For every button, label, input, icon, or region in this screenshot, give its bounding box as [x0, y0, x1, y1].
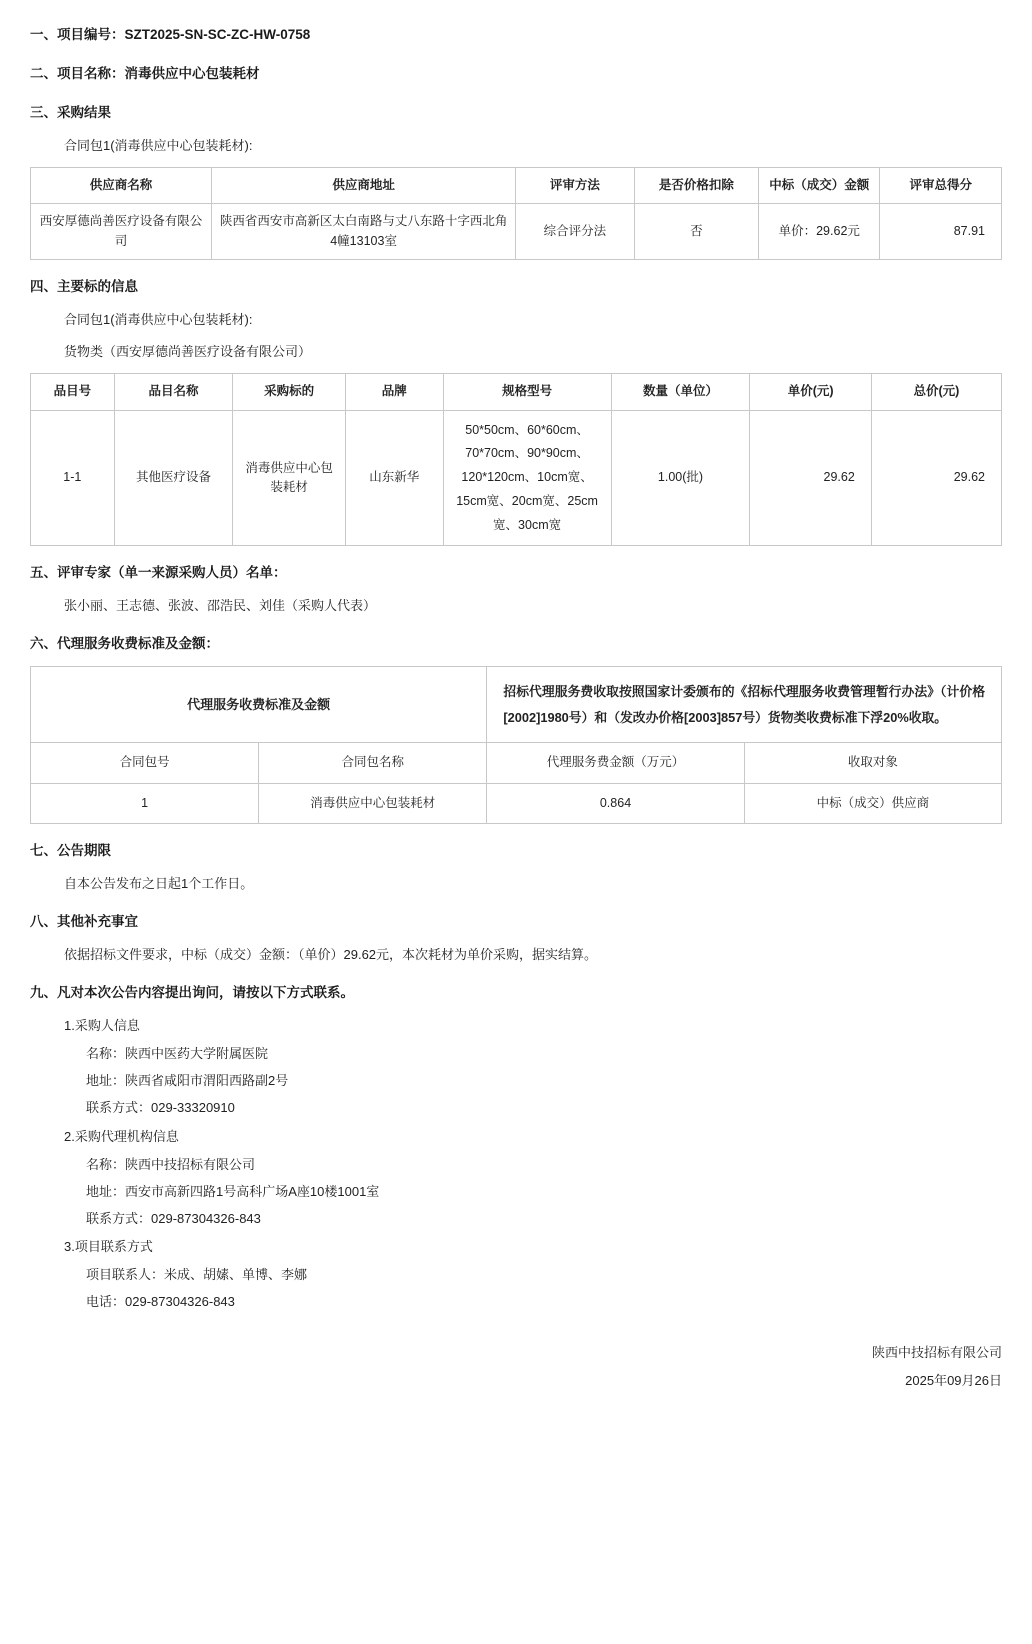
- col-quantity: 数量（单位）: [611, 374, 750, 410]
- purchaser-address-label: 地址：: [86, 1073, 126, 1089]
- project-person-value: 米成、胡嫊、单博、李娜: [164, 1267, 308, 1283]
- main-items-table: [30, 373, 1002, 546]
- footer-date: 2025年09月26日: [905, 1372, 1002, 1388]
- footer-company: 陕西中技招标有限公司: [871, 1345, 1002, 1361]
- col-package-name: 合同包名称: [259, 743, 487, 783]
- col-price-deduction: 是否价格扣除: [634, 167, 758, 203]
- purchaser-info-title: 1.采购人信息: [64, 1018, 140, 1034]
- items-category-label: 货物类（西安厚德尚善医疗设备有限公司）: [64, 344, 312, 360]
- section-project-number-label: 一、项目编号：: [30, 27, 125, 42]
- section-contact-heading: 九、凡对本次公告内容提出询问，请按以下方式联系。: [30, 985, 354, 1001]
- cell-fee-payer: 中标（成交）供应商: [744, 783, 1001, 823]
- project-number-value: SZT2025-SN-SC-ZC-HW-0758: [124, 27, 311, 42]
- project-person-label: 项目联系人：: [86, 1267, 165, 1283]
- col-package-no: 合同包号: [31, 743, 259, 783]
- cell-specification: 50*50cm、60*60cm、70*70cm、90*90cm、120*120cm、10cm宽、15cm宽、20cm宽、25cm宽、30cm宽: [443, 410, 611, 546]
- agency-tel-row: [86, 1208, 1002, 1230]
- section-project-name-label: 二、项目名称：: [30, 65, 125, 81]
- cell-unit-price: 29.62: [750, 410, 871, 546]
- purchaser-address-row: [86, 1070, 1002, 1092]
- project-tel-row: [86, 1291, 1002, 1313]
- cell-fee-amount: 0.864: [487, 783, 744, 823]
- section-announcement-period-heading: 七、公告期限: [30, 843, 111, 859]
- col-item-name: 品目名称: [114, 374, 233, 410]
- section-project-number: [30, 24, 1002, 47]
- agency-address-label: 地址：: [86, 1183, 126, 1199]
- announcement-period-value: 自本公告发布之日起1个工作日。: [64, 876, 254, 892]
- cell-price-deduction: 否: [634, 204, 758, 260]
- col-specification: 规格型号: [443, 374, 611, 410]
- table-header-row: [31, 374, 1002, 410]
- cell-supplier-address: 陕西省西安市高新区太白南路与丈八东路十字西北角4幢13103室: [212, 204, 516, 260]
- purchaser-tel-row: [86, 1097, 1002, 1119]
- table-header-row: [31, 743, 1002, 783]
- agency-info-title: 2.采购代理机构信息: [64, 1128, 179, 1144]
- agency-address-value: 西安市高新四路1号高科广场A座10楼1001室: [125, 1183, 380, 1199]
- items-package-label: 合同包1(消毒供应中心包装耗材):: [64, 311, 253, 327]
- col-award-amount: 中标（成交）金额: [759, 167, 880, 203]
- section-procurement-result-heading: 三、采购结果: [30, 104, 111, 120]
- col-item-no: 品目号: [31, 374, 115, 410]
- col-total-price: 总价(元): [871, 374, 1001, 410]
- cell-supplier-name: 西安厚德尚善医疗设备有限公司: [31, 204, 212, 260]
- cell-total-price: 29.62: [871, 410, 1001, 546]
- col-supplier-address: 供应商地址: [212, 167, 516, 203]
- agency-address-row: [86, 1181, 1002, 1203]
- project-tel-label: 电话：: [86, 1294, 126, 1310]
- col-fee-payer: 收取对象: [744, 743, 1001, 783]
- purchaser-tel-value: 029-33320910: [151, 1100, 235, 1116]
- col-supplier-name: 供应商名称: [31, 167, 212, 203]
- section-main-items-heading: 四、主要标的信息: [30, 279, 138, 295]
- cell-award-amount: 单价：29.62元: [759, 204, 880, 260]
- cell-package-name: 消毒供应中心包装耗材: [259, 783, 487, 823]
- cell-purchase-target: 消毒供应中心包装耗材: [233, 410, 346, 546]
- agency-name-value: 陕西中技招标有限公司: [125, 1156, 256, 1172]
- section-project-name: [30, 63, 1002, 86]
- purchaser-address-value: 陕西省咸阳市渭阳西路副2号: [125, 1073, 289, 1089]
- agency-name-row: [86, 1154, 1002, 1176]
- col-brand: 品牌: [345, 374, 443, 410]
- project-name-value: 消毒供应中心包装耗材: [124, 65, 260, 81]
- cell-total-score: 87.91: [880, 204, 1002, 260]
- cell-brand: 山东新华: [345, 410, 443, 546]
- col-unit-price: 单价(元): [750, 374, 871, 410]
- table-row: [31, 667, 1002, 743]
- section-supplementary-heading: 八、其他补充事宜: [30, 914, 138, 930]
- table-header-row: [31, 167, 1002, 203]
- table-row: [31, 410, 1002, 546]
- cell-item-no: 1-1: [31, 410, 115, 546]
- project-tel-value: 029-87304326-843: [125, 1294, 235, 1310]
- supplementary-value: 依据招标文件要求，中标（成交）金额：（单价）29.62元，本次耗材为单价采购，据实结算。: [64, 947, 598, 963]
- procurement-result-table: [30, 167, 1002, 260]
- document-footer: [30, 1339, 1002, 1394]
- agency-fee-table: [30, 666, 1002, 824]
- project-contact-title: 3.项目联系方式: [64, 1238, 153, 1254]
- cell-fee-title: 代理服务收费标准及金额: [31, 667, 487, 743]
- col-fee-amount: 代理服务费金额（万元）: [487, 743, 744, 783]
- agency-name-label: 名称：: [86, 1156, 126, 1172]
- col-purchase-target: 采购标的: [233, 374, 346, 410]
- col-total-score: 评审总得分: [880, 167, 1002, 203]
- cell-package-no: 1: [31, 783, 259, 823]
- cell-fee-description: 招标代理服务费收取按照国家计委颁布的《招标代理服务收费管理暂行办法》（计价格[2002]1980号）和（发改办价格[2003]857号）货物类收费标准下浮20%收取。: [487, 667, 1002, 743]
- cell-review-method: 综合评分法: [516, 204, 635, 260]
- section-experts-heading: 五、评审专家（单一来源采购人员）名单：: [30, 565, 287, 581]
- table-row: [31, 204, 1002, 260]
- agency-tel-label: 联系方式：: [86, 1210, 152, 1226]
- result-package-label: 合同包1(消毒供应中心包装耗材):: [64, 137, 253, 153]
- col-review-method: 评审方法: [516, 167, 635, 203]
- cell-quantity: 1.00(批): [611, 410, 750, 546]
- table-row: [31, 783, 1002, 823]
- purchaser-name-value: 陕西中医药大学附属医院: [125, 1046, 269, 1062]
- purchaser-tel-label: 联系方式：: [86, 1100, 152, 1116]
- agency-tel-value: 029-87304326-843: [151, 1210, 261, 1226]
- experts-list: 张小丽、王志德、张波、邵浩民、刘佳（采购人代表）: [64, 598, 377, 614]
- cell-item-name: 其他医疗设备: [114, 410, 233, 546]
- purchaser-name-label: 名称：: [86, 1046, 126, 1062]
- section-agency-fee-heading: 六、代理服务收费标准及金额：: [30, 636, 219, 652]
- project-person-row: [86, 1264, 1002, 1286]
- purchaser-name-row: [86, 1043, 1002, 1065]
